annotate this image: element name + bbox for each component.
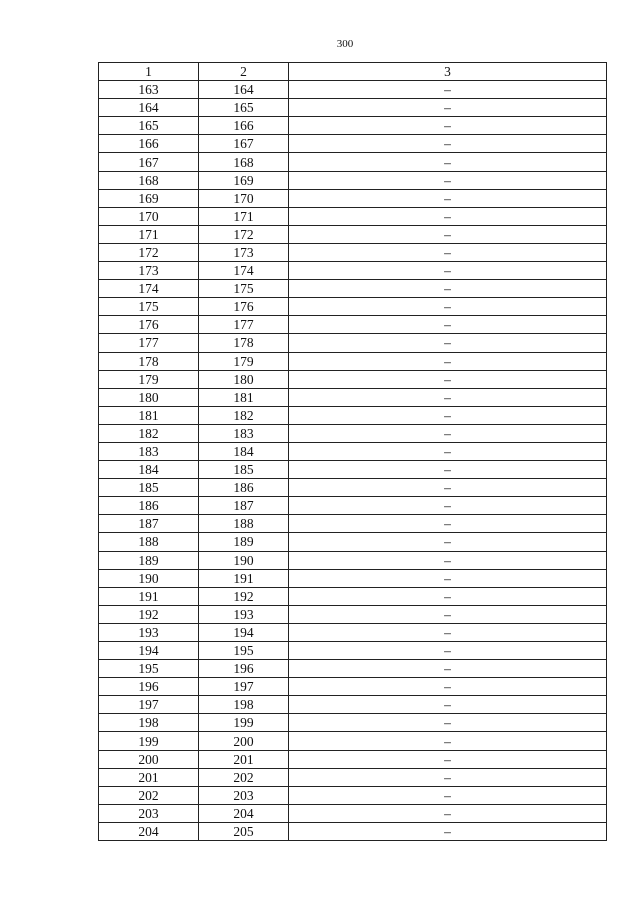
table-row xyxy=(99,81,607,99)
data-table xyxy=(98,62,607,841)
table-cell-col-3: – xyxy=(289,750,607,768)
table-cell-col-2: 184 xyxy=(199,442,289,460)
table-cell-col-3: – xyxy=(289,696,607,714)
table-cell-col-1: 175 xyxy=(99,298,199,316)
table-cell-col-1: 180 xyxy=(99,388,199,406)
table-cell-col-3: – xyxy=(289,533,607,551)
table-cell-col-3: – xyxy=(289,207,607,225)
table-row xyxy=(99,497,607,515)
table-cell-col-2: 201 xyxy=(199,750,289,768)
table-cell-col-2: 194 xyxy=(199,623,289,641)
table-cell-col-3: – xyxy=(289,171,607,189)
header-row xyxy=(99,63,607,81)
table-cell-col-3: – xyxy=(289,732,607,750)
table-cell-col-3: – xyxy=(289,243,607,261)
table-cell-col-2: 193 xyxy=(199,605,289,623)
table-cell-col-2: 165 xyxy=(199,99,289,117)
table-cell-col-1: 185 xyxy=(99,479,199,497)
table-cell-col-1: 165 xyxy=(99,117,199,135)
table-cell-col-3: – xyxy=(289,515,607,533)
table-cell-col-1: 163 xyxy=(99,81,199,99)
table-cell-col-1: 166 xyxy=(99,135,199,153)
table-cell-col-3: – xyxy=(289,135,607,153)
table-row xyxy=(99,623,607,641)
table-cell-col-3: – xyxy=(289,189,607,207)
table-cell-col-2: 202 xyxy=(199,768,289,786)
table-row xyxy=(99,750,607,768)
table-row xyxy=(99,189,607,207)
table-cell-col-2: 187 xyxy=(199,497,289,515)
table-cell-col-2: 174 xyxy=(199,262,289,280)
table-cell-col-3: – xyxy=(289,714,607,732)
table-cell-col-1: 199 xyxy=(99,732,199,750)
table-cell-col-3: – xyxy=(289,461,607,479)
table-cell-col-1: 189 xyxy=(99,551,199,569)
table-cell-col-3: – xyxy=(289,334,607,352)
table-cell-col-1: 183 xyxy=(99,442,199,460)
table-cell-col-1: 194 xyxy=(99,642,199,660)
table-cell-col-3: – xyxy=(289,225,607,243)
table-cell-col-1: 200 xyxy=(99,750,199,768)
table-cell-col-3: – xyxy=(289,587,607,605)
table-cell-col-2: 178 xyxy=(199,334,289,352)
table-cell-col-3: – xyxy=(289,442,607,460)
table-cell-col-3: – xyxy=(289,262,607,280)
table-cell-col-2: 166 xyxy=(199,117,289,135)
table-row xyxy=(99,153,607,171)
table-row xyxy=(99,171,607,189)
table-cell-col-3: – xyxy=(289,497,607,515)
table-cell-col-1: 168 xyxy=(99,171,199,189)
table-cell-col-2: 172 xyxy=(199,225,289,243)
table-row xyxy=(99,135,607,153)
table-row xyxy=(99,117,607,135)
table-cell-col-2: 167 xyxy=(199,135,289,153)
table-cell-col-1: 203 xyxy=(99,804,199,822)
page-number: 300 xyxy=(336,38,354,50)
table-row xyxy=(99,822,607,840)
table-cell-col-3: – xyxy=(289,406,607,424)
table-cell-col-1: 193 xyxy=(99,623,199,641)
table-cell-col-1: 202 xyxy=(99,786,199,804)
column-header-3: 3 xyxy=(289,63,607,81)
table-cell-col-3: – xyxy=(289,153,607,171)
table-cell-col-1: 198 xyxy=(99,714,199,732)
table-cell-col-1: 197 xyxy=(99,696,199,714)
table-row xyxy=(99,768,607,786)
table-row xyxy=(99,678,607,696)
table-cell-col-3: – xyxy=(289,623,607,641)
table-row xyxy=(99,479,607,497)
table-cell-col-2: 179 xyxy=(199,352,289,370)
column-header-1: 1 xyxy=(99,63,199,81)
table-cell-col-1: 182 xyxy=(99,424,199,442)
table-cell-col-2: 190 xyxy=(199,551,289,569)
table-cell-col-2: 196 xyxy=(199,660,289,678)
table-cell-col-2: 204 xyxy=(199,804,289,822)
table-row xyxy=(99,207,607,225)
table-cell-col-2: 177 xyxy=(199,316,289,334)
table-cell-col-1: 192 xyxy=(99,605,199,623)
table-row xyxy=(99,225,607,243)
table-row xyxy=(99,442,607,460)
table-cell-col-2: 199 xyxy=(199,714,289,732)
table-cell-col-1: 177 xyxy=(99,334,199,352)
table-cell-col-3: – xyxy=(289,479,607,497)
table-row xyxy=(99,388,607,406)
table-cell-col-2: 175 xyxy=(199,280,289,298)
table-cell-col-2: 195 xyxy=(199,642,289,660)
table-cell-col-1: 178 xyxy=(99,352,199,370)
table-row xyxy=(99,370,607,388)
table-row xyxy=(99,569,607,587)
table-cell-col-1: 201 xyxy=(99,768,199,786)
table-cell-col-2: 203 xyxy=(199,786,289,804)
table-cell-col-1: 184 xyxy=(99,461,199,479)
table-row xyxy=(99,280,607,298)
table-cell-col-2: 205 xyxy=(199,822,289,840)
table-cell-col-2: 168 xyxy=(199,153,289,171)
table-row xyxy=(99,660,607,678)
table-row xyxy=(99,551,607,569)
table-cell-col-1: 171 xyxy=(99,225,199,243)
table-cell-col-3: – xyxy=(289,424,607,442)
table-row xyxy=(99,515,607,533)
table-cell-col-3: – xyxy=(289,642,607,660)
table-cell-col-1: 167 xyxy=(99,153,199,171)
table-cell-col-1: 170 xyxy=(99,207,199,225)
table-cell-col-1: 191 xyxy=(99,587,199,605)
table-row xyxy=(99,99,607,117)
table-cell-col-1: 195 xyxy=(99,660,199,678)
table-row xyxy=(99,696,607,714)
table-row xyxy=(99,461,607,479)
table-cell-col-3: – xyxy=(289,117,607,135)
table-row xyxy=(99,605,607,623)
table-cell-col-3: – xyxy=(289,316,607,334)
table-cell-col-2: 181 xyxy=(199,388,289,406)
table-cell-col-2: 176 xyxy=(199,298,289,316)
table-cell-col-3: – xyxy=(289,99,607,117)
table-cell-col-1: 176 xyxy=(99,316,199,334)
table-row xyxy=(99,298,607,316)
table-cell-col-1: 179 xyxy=(99,370,199,388)
table-cell-col-1: 181 xyxy=(99,406,199,424)
table-row xyxy=(99,786,607,804)
table-row xyxy=(99,533,607,551)
table-cell-col-1: 187 xyxy=(99,515,199,533)
table-cell-col-2: 180 xyxy=(199,370,289,388)
table-cell-col-3: – xyxy=(289,786,607,804)
table-cell-col-1: 174 xyxy=(99,280,199,298)
table-row xyxy=(99,243,607,261)
table-cell-col-2: 188 xyxy=(199,515,289,533)
table-cell-col-2: 191 xyxy=(199,569,289,587)
table-cell-col-3: – xyxy=(289,551,607,569)
table-row xyxy=(99,424,607,442)
table-cell-col-1: 196 xyxy=(99,678,199,696)
table-cell-col-3: – xyxy=(289,660,607,678)
table-header xyxy=(99,63,607,81)
table-cell-col-1: 164 xyxy=(99,99,199,117)
table-cell-col-2: 186 xyxy=(199,479,289,497)
table-row xyxy=(99,352,607,370)
table-row xyxy=(99,316,607,334)
table-cell-col-3: – xyxy=(289,388,607,406)
table-body xyxy=(99,81,607,841)
table-cell-col-3: – xyxy=(289,822,607,840)
table-cell-col-2: 200 xyxy=(199,732,289,750)
table-cell-col-1: 204 xyxy=(99,822,199,840)
table-row xyxy=(99,732,607,750)
table-cell-col-3: – xyxy=(289,804,607,822)
table-cell-col-1: 169 xyxy=(99,189,199,207)
table-row xyxy=(99,587,607,605)
table-row xyxy=(99,714,607,732)
table-cell-col-3: – xyxy=(289,605,607,623)
table-row xyxy=(99,804,607,822)
table-row xyxy=(99,642,607,660)
table-cell-col-2: 170 xyxy=(199,189,289,207)
table-cell-col-1: 173 xyxy=(99,262,199,280)
table-cell-col-2: 183 xyxy=(199,424,289,442)
table-cell-col-2: 169 xyxy=(199,171,289,189)
table-cell-col-1: 188 xyxy=(99,533,199,551)
table-row xyxy=(99,406,607,424)
table-cell-col-3: – xyxy=(289,370,607,388)
table-cell-col-3: – xyxy=(289,81,607,99)
table-cell-col-1: 172 xyxy=(99,243,199,261)
table-cell-col-3: – xyxy=(289,280,607,298)
table-cell-col-3: – xyxy=(289,352,607,370)
table-cell-col-2: 189 xyxy=(199,533,289,551)
table-cell-col-3: – xyxy=(289,678,607,696)
table-cell-col-2: 171 xyxy=(199,207,289,225)
table-cell-col-2: 173 xyxy=(199,243,289,261)
table-cell-col-2: 164 xyxy=(199,81,289,99)
table-cell-col-2: 197 xyxy=(199,678,289,696)
table-cell-col-2: 198 xyxy=(199,696,289,714)
table-cell-col-1: 186 xyxy=(99,497,199,515)
table-cell-col-3: – xyxy=(289,298,607,316)
table-row xyxy=(99,334,607,352)
column-header-2: 2 xyxy=(199,63,289,81)
table-cell-col-3: – xyxy=(289,569,607,587)
table-cell-col-2: 182 xyxy=(199,406,289,424)
table-cell-col-2: 192 xyxy=(199,587,289,605)
table-row xyxy=(99,262,607,280)
table-cell-col-2: 185 xyxy=(199,461,289,479)
table-cell-col-1: 190 xyxy=(99,569,199,587)
table-cell-col-3: – xyxy=(289,768,607,786)
